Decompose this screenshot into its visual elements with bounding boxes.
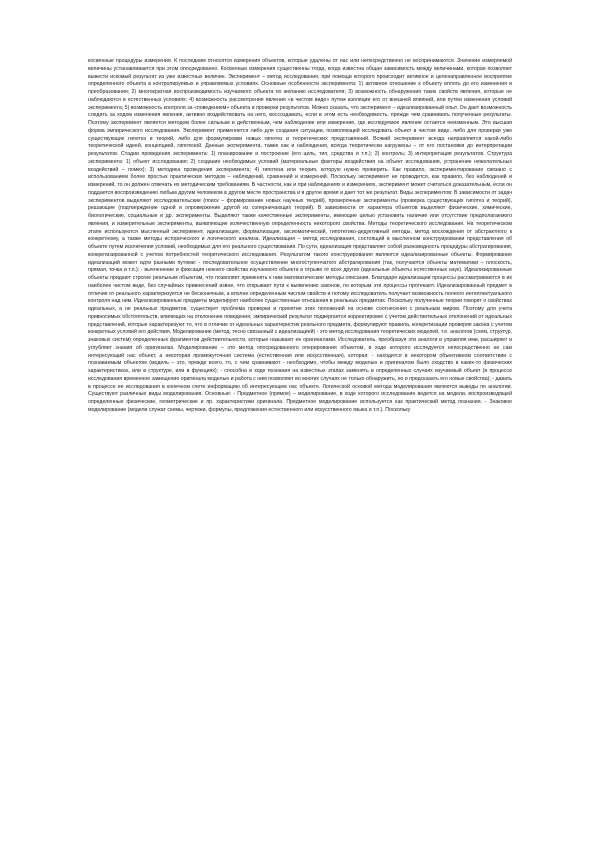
document-page	[88, 58, 512, 828]
body-paragraph: косвенные процедуры измерения. К последним относятся измерения объектов, которые удалены от нас или непосредственно не воспринимаются. Значение измеряемой величины устанавливается при этом опосредованно. Косвенные измерения существенны тогда, когда известна общая зависимость между величинами, которая позволяет вывести искомый результат из уже известных величин. Эксперимент – метод исследования, при помощи которого происходит активное и целенаправленное восприятие определенного объекта в контролируемых и управляемых условиях. Основные особенности эксперимента: 1) активное отношение к объекту вплоть до его изменения и преобразования; 2) многократная воспроизводимость изучаемого объекта по желанию исследователя; 3) возможность обнаружения таких свойств явления, которые не наблюдаются в естественных условиях; 4) возможность рассмотрения явления «в чистом виде» путем изоляции его от внешней влияний, или путем изменения условий эксперимента; 5) возможность контроля за «поведением» объекта и проверки результатов. Можно сказать, что эксперимент – идеализированный опыт. Он дает возможность следить за ходом изменения явления, активно воздействовать на него, воссоздавать, если в этом есть необходимость, прежде чем сравнивать полученные результаты. Поэтому эксперимент является методом более сильным и действенным, чем наблюдение или измерение, где исследуемое явление остается неизменным. Это высшая форма эмпирического исследования. Эксперимент применяется либо для создания ситуации, позволяющей исследовать объект в чистом виде, либо для проверки уже существующих гипотез и теорий, либо для формулировки новых гипотез и теоретических представлений. Всякий эксперимент всегда направляется какой-либо теоретической идеей, концепцией, гипотезой. Данные эксперимента, также как и наблюдения, всегда теоретически нагружены – от его постановки до интерпретации результатов. Стадии проведения эксперимента: 1) планирование и построение (его цель, тип, средства и т.п.); 2) контроль; 3) интерпретация результатов. Структура эксперимента: 1) объект исследования; 2) создание необходимых условий (материальные факторы воздействия на объект исследования, устранение нежелательных воздействий – помех); 3) методика проведения эксперимента; 4) гипотеза или теория, которую нужно проверить. Как правило, экспериментирование связано с использованием более простых практических методов – наблюдений, сравнений и измерений. Поскольку эксперимент не проводится, как правило, без наблюдений и измерений, то он должен отвечать их методическим требованиям. В частности, как и при наблюдениях и измерениях, эксперимент может считаться доказательным, если он поддается воспроизведению любым другим человеком в другом месте пространства и в другое время и дает тот же результат. Виды экспериментов: В зависимости от задач экспериментов выделяют исследовательские (поиск – формирование новых научных теорий), проверочные эксперименты (проверка существующих гипотез и теорий), решающие (подтверждение одной и опровержение другой из соперничающих теорий). В зависимости от характера объектов выделяют физические, химические, биологические, социальные и др. эксперименты. Выделяют также качественные эксперименты, имеющие целью установить наличие или отсутствие предполагаемого явления, и измерительные эксперименты, выявляющие количественную определенность некоторого свойства. Методы теоретического исследования. На теоретическом этапе используются мысленный эксперимент, идеализация, формализация, аксиоматический, гипотетико-дедуктивный методы, метод восхождения от абстрактного к конкретному, а также методы исторического и логического анализа. Идеализация – метод исследования, состоящий в мысленном конструировании представления об объекте путем исключения условий, необходимых для его реального существования. По сути, идеализация представляет собой разновидность процедуры абстрагирования, конкретизированной с учетом потребностей теоретического исследования. Результатом такого конструирования являются идеализированные объекты. Формирование идеализаций может идти разными путями: - последовательное осуществление многоступенчатого абстрагирования (так, получаются объекты математики – плоскость, прямая, точка и т.п.); - вычленение и фиксация некоего свойства изучаемого объекта в отрыве от всех других (идеальные объекты естественных наук). Идеализированные объекты придают строгие реальным объектам, что позволяет применять к ним математические методы описания. Благодаря идеализации процессы рассматриваются в их наиболее чистом виде, без случайных привнесений извне, что открывает пути к выявлению законов, по которым эти процессы протекают. Идеализированный предмет в отличие от реального характеризуется не бесконечным, а вполне определенным числом свойств и потому исследователь получает возможность полного интеллектуального контроля над ним. Идеализированные предметы моделируют наиболее существенные отношения в реальных предметах. Поскольку полученные теории говорят о свойствах идеальных, а не реальных предметов, существует проблема проверки и принятия этих положений на основе соотнесения с реальным миром. Поэтому для учета привносимых обстоятельств, влияющих на отклонение поведения, эмпирический результат подвергается корректировке с учетом действительных отклонений от идеальных представлений, которые характеризуют то, что в отличие от идеальных характеристик реального предмета, формулируют правила, конкретизации проверяя закона с учетом конкретных условий его действия. Моделирование (метод, тесно связанный с идеализацией) - это метод исследования теоретических моделей, т.е. аналогов (схем, структур, знаковых систем) определенных фрагментов действительности, которые называют ее оригиналами. Исследователь, преобразуя эти аналоги и управляя ими, расширяет и углубляет знания об оригиналах. Моделирование – это метод опосредованного оперирования объектом, в ходе которого исследуется непосредственно не сам интересующий нас объект, а некоторая промежуточная система (естественная или искусственная), которая: - находится в некотором объективном соответствии с познаваемым объектом (модель – это, прежде всего, то, с чем сравнивают - необходимо, чтобы между моделью и оригиналом было сходство в каких-то физических характеристиках, или в структуре, или в функциях); - способна в ходе познания на известных этапах заменять в определенных случаях изучаемый объект (в процессе исследования временное замещение оригинала моделью и работа с ним позволяют во многих случаях не только обнаружить, но и предсказать его новые свойства); - давать в процессе ее исследования в конечном счете информацию об интересующем нас объекте. Логической основой метода моделирования являются выводы по аналогии. Существуют различные виды моделирования. Основные: - Предметное (прямое) – моделирование, в ходе которого исследование ведется на модели, воспроизводящей определенные физические, геометрические и пр. характеристики оригинала. Предметное моделирование используется как практический метод познания. - Знаковое моделирование (модели служат схемы, чертежи, формулы, предложения естественного или искусственного языка и т.п.). Поскольку	[88, 58, 512, 413]
